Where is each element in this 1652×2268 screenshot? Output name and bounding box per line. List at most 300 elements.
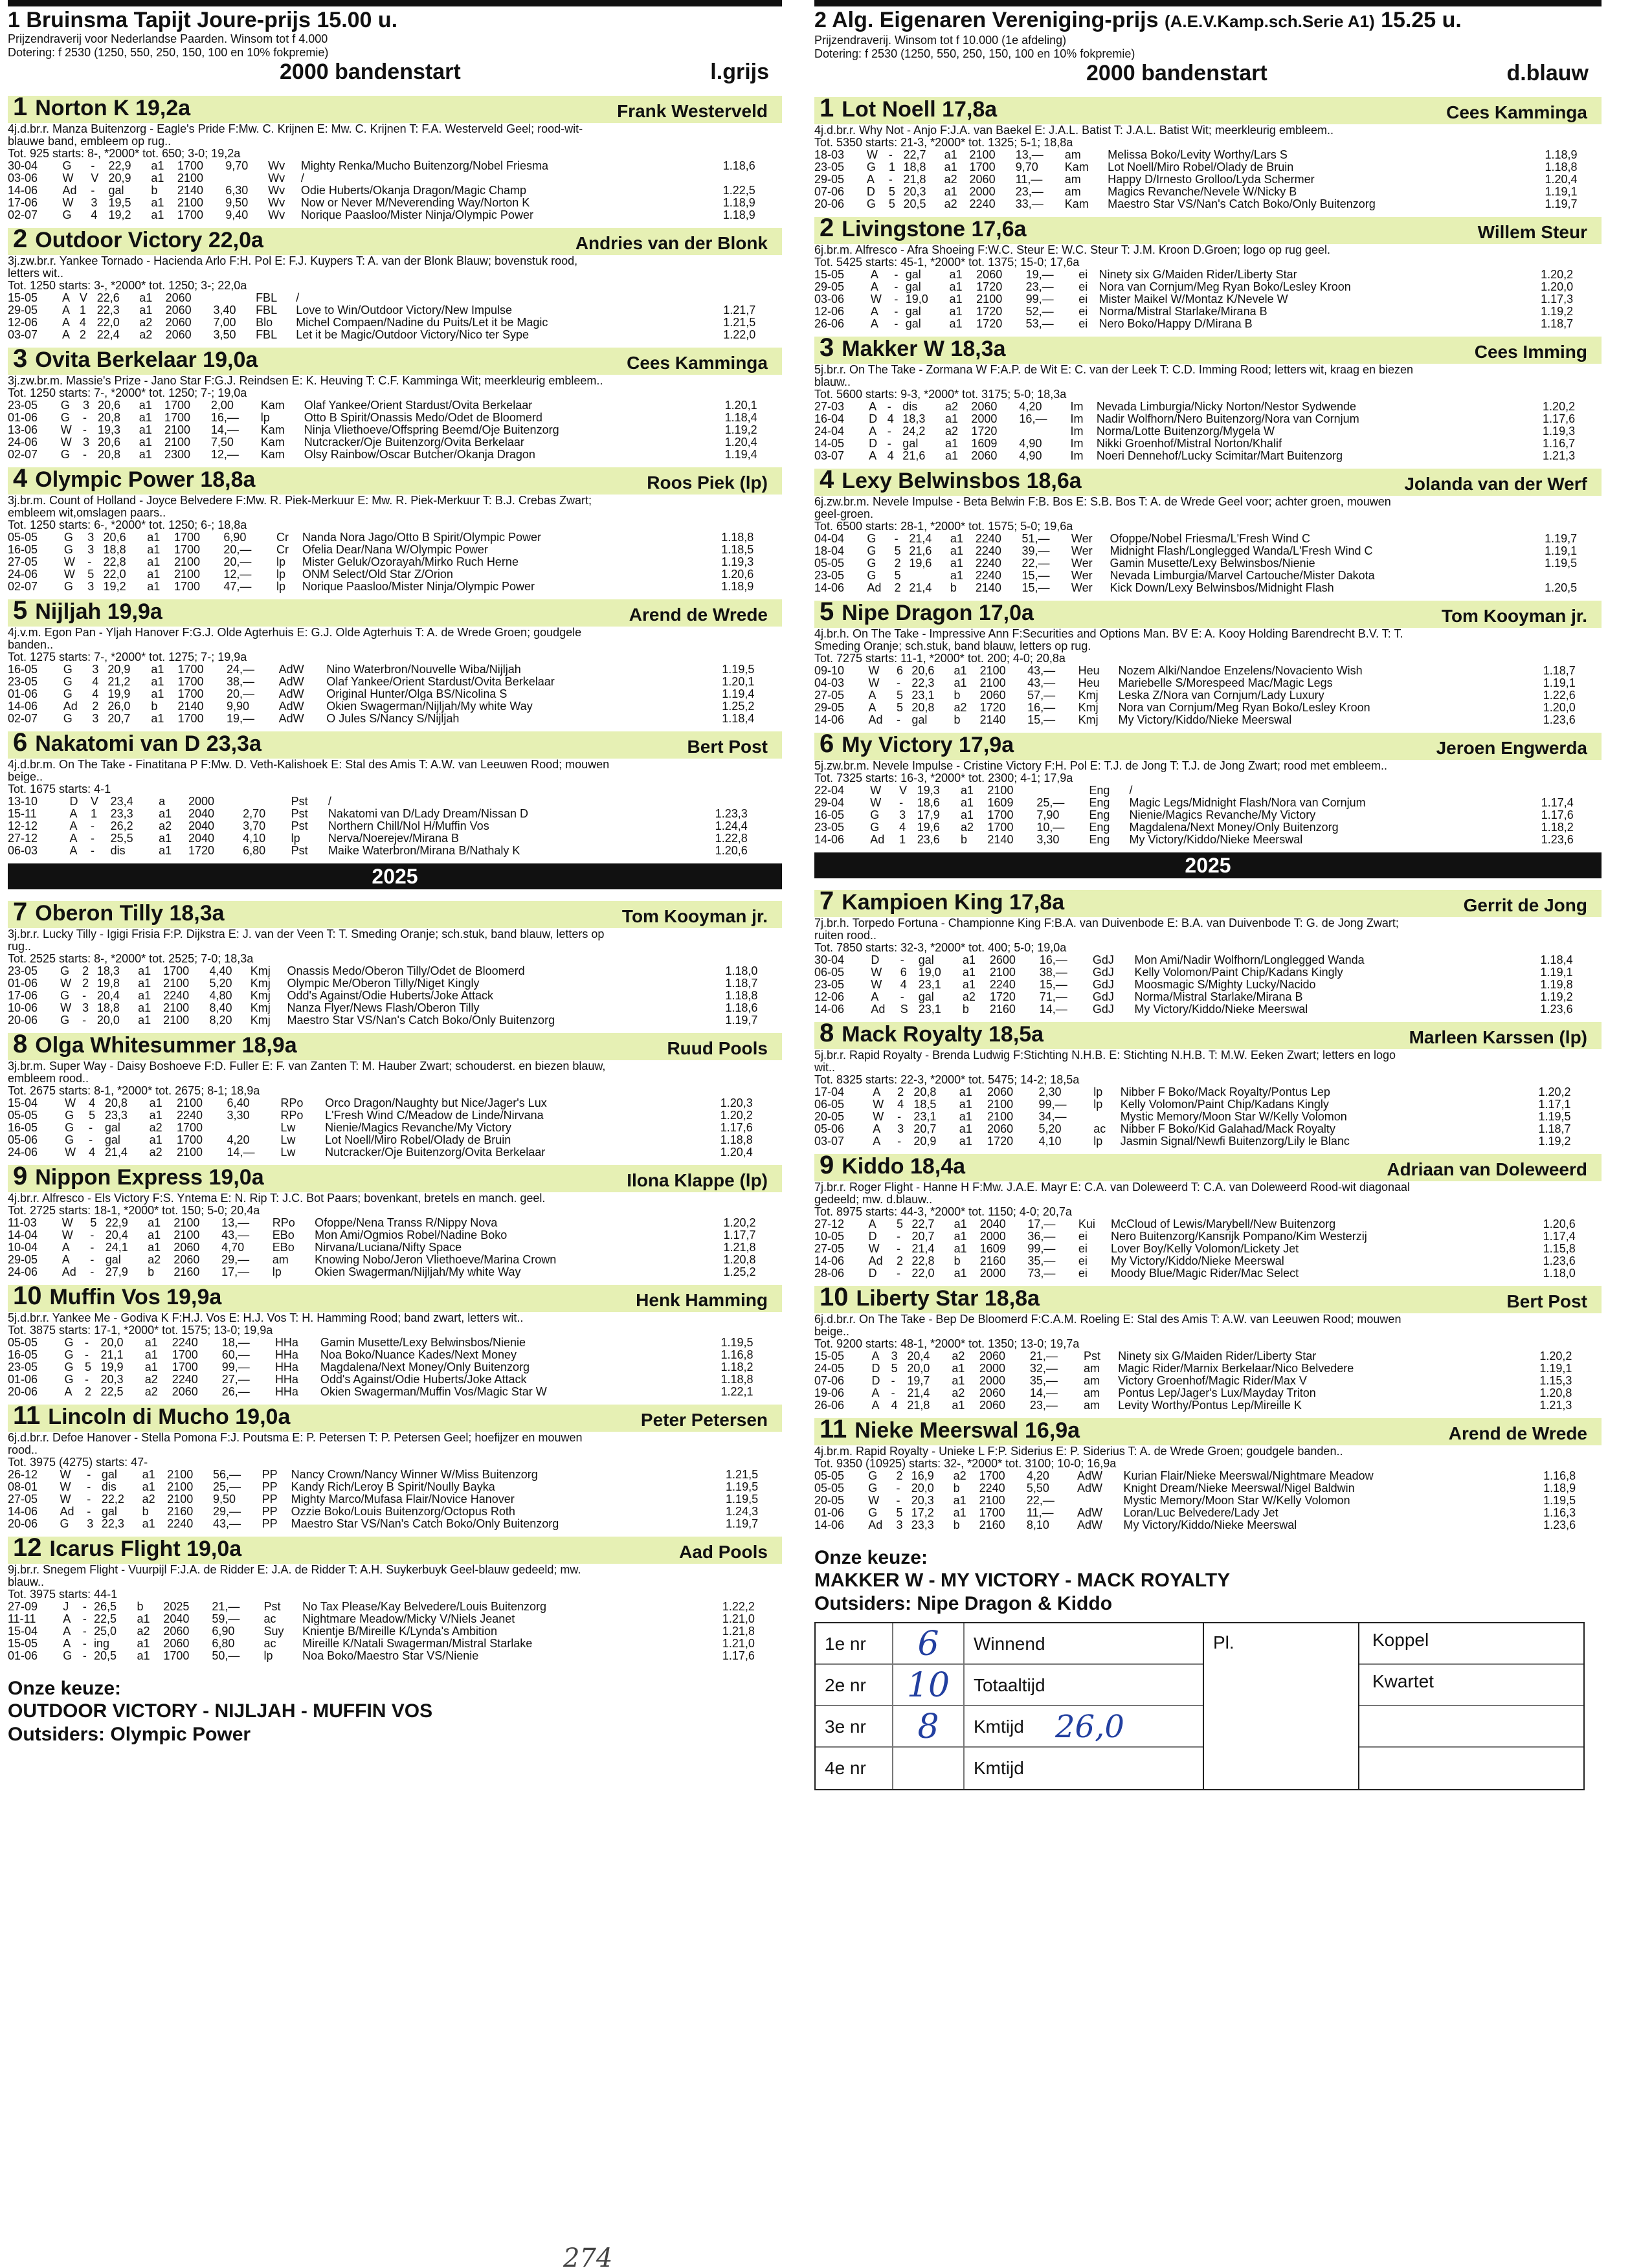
form-cell: Ad — [867, 581, 882, 594]
form-cell: 1720 — [188, 844, 215, 857]
horse-name: Olympic Power 18,8a — [35, 467, 256, 492]
form-cell: Norma/Mistral Starlake/Mirana B — [1099, 305, 1267, 318]
form-cell: 5 — [896, 1506, 903, 1519]
handwritten-number: 8 — [893, 1706, 965, 1746]
form-cell: ac — [263, 1612, 276, 1625]
form-cell: - — [91, 159, 95, 172]
form-cell: 16-05 — [814, 808, 845, 821]
form-row — [8, 317, 782, 329]
form-cell: PP — [262, 1517, 278, 1530]
horse-pedigree: 3j.br.r. Lucky Tilly - Igigi Frisia F:P. Dijkstra E: J. van der Veen T: T. Smeding Oranje; sch.stuk, band blauw, letters op — [8, 928, 605, 940]
form-table — [814, 1218, 1602, 1280]
form-cell: / — [300, 172, 304, 184]
form-cell: 23,— — [1029, 1399, 1058, 1412]
form-cell: 22,8 — [103, 555, 126, 568]
form-cell: 24-05 — [814, 1362, 845, 1375]
form-cell: 2100 — [176, 1146, 203, 1159]
form-cell: b — [961, 833, 968, 846]
form-row — [814, 689, 1602, 702]
form-cell: 19,8 — [96, 977, 120, 990]
form-cell: D — [871, 1374, 880, 1387]
horse-pedigree: Tot. 6500 starts: 28-1, *2000* tot. 1575; 5-0; 19,6a — [814, 520, 1073, 533]
form-cell: G — [868, 1469, 878, 1482]
form-cell: 22,5 — [100, 1385, 124, 1398]
form-cell: a1 — [962, 953, 976, 966]
form-cell: 1700 — [172, 1361, 198, 1373]
form-cell: 2240 — [975, 569, 1001, 582]
form-cell: Wer — [1071, 581, 1093, 594]
form-cell: Cr — [276, 543, 289, 556]
form-cell: 1.23,3 — [715, 807, 748, 820]
form-cell: Ofoppe/Nobel Friesma/L'Fresh Wind C — [1110, 532, 1311, 545]
form-cell: Now or Never M/Neverending Way/Norton K — [300, 196, 530, 209]
form-cell: 29-05 — [8, 304, 38, 317]
handwritten-time: 26,0 — [1055, 1709, 1124, 1745]
form-cell: 4 — [900, 978, 907, 991]
form-cell: gal — [918, 990, 934, 1003]
form-cell: G — [60, 411, 70, 424]
form-cell: 1.19,7 — [726, 1517, 759, 1530]
form-cell: 05-06 — [8, 1133, 38, 1146]
form-cell: - — [82, 1600, 87, 1613]
horse-title — [820, 465, 1082, 495]
form-cell: a1 — [962, 966, 976, 979]
form-cell: 1.18,5 — [721, 543, 754, 556]
form-row — [8, 795, 782, 808]
form-cell: 2040 — [163, 1612, 190, 1625]
form-cell: 5 — [894, 569, 901, 582]
form-cell: a1 — [151, 172, 164, 184]
horse-header — [8, 344, 782, 375]
form-cell: Kmj — [250, 1014, 271, 1027]
form-cell: 2100 — [177, 172, 203, 184]
form-cell: 17-06 — [8, 196, 38, 209]
form-row — [814, 450, 1602, 462]
form-cell: 1.20,0 — [1541, 280, 1574, 293]
form-cell: Kam — [260, 399, 285, 412]
form-cell: 1700 — [987, 821, 1014, 834]
form-cell: 26-06 — [814, 317, 845, 330]
form-cell: 2100 — [987, 1098, 1014, 1111]
form-cell: Kick Down/Lexy Belwinsbos/Midnight Flash — [1110, 581, 1334, 594]
form-cell: V — [91, 172, 99, 184]
form-row — [814, 306, 1602, 318]
form-cell: 1609 — [987, 796, 1014, 809]
horse-pedigree: Tot. 5600 starts: 9-3, *2000* tot. 3175; 5-0; 18,3a — [814, 388, 1067, 401]
form-cell: lp — [276, 555, 285, 568]
form-cell: 22,2 — [101, 1493, 124, 1506]
form-cell: Lw — [280, 1146, 296, 1159]
form-cell: a1 — [149, 1096, 162, 1109]
horse-entry — [8, 93, 782, 221]
form-cell: 05-05 — [814, 1482, 845, 1495]
form-cell: 2240 — [975, 532, 1001, 545]
form-cell: D — [69, 795, 78, 808]
form-row — [8, 1601, 782, 1613]
horse-pedigree: 4j.d.br.r. Why Not - Anjo F:J.A. van Baekel E: J.A.L. Batist T: J.A.L. Batist Wit; meerkleurig embleem.. — [814, 124, 1334, 137]
form-cell: 1.22,0 — [723, 328, 756, 341]
position-label: 1e nr — [816, 1623, 893, 1663]
form-cell: / — [328, 795, 331, 808]
form-cell: 24,2 — [902, 425, 926, 438]
form-cell: 20,5 — [903, 197, 926, 210]
form-cell: 5 — [888, 185, 895, 198]
form-cell: Nero Buitenzorg/Kansrijk Pompano/Kim Westerzij — [1110, 1230, 1367, 1243]
form-cell: a1 — [139, 423, 152, 436]
form-cell: 19,— — [226, 712, 254, 725]
form-cell: 1.19,1 — [1540, 966, 1573, 979]
form-cell: 4 — [92, 675, 99, 688]
form-cell: a1 — [139, 304, 153, 317]
form-cell: a2 — [952, 1386, 965, 1399]
form-cell: Ad — [63, 700, 78, 713]
horse-pedigree: Tot. 1250 starts: 7-, *2000* tot. 1250; 7-; 19,0a — [8, 386, 247, 399]
form-cell: 20,6 — [103, 531, 126, 544]
form-row — [814, 1375, 1602, 1387]
horse-pedigree: letters wit.. — [8, 267, 64, 280]
form-cell: a1 — [147, 568, 161, 581]
form-cell: AdW — [1077, 1506, 1102, 1519]
form-cell: 9,70 — [1015, 161, 1038, 173]
form-cell — [723, 292, 782, 304]
bet-types — [1359, 1623, 1583, 1789]
form-cell: Ad — [62, 184, 77, 197]
form-row — [8, 1014, 782, 1027]
horse-number: 4 — [820, 465, 834, 494]
form-cell: Kam — [1064, 197, 1089, 210]
form-cell: 3 — [82, 1001, 89, 1014]
form-cell: Nienie/Magics Revanche/My Victory — [325, 1121, 511, 1134]
form-cell: 3,40 — [213, 304, 236, 317]
form-cell: 03-06 — [814, 293, 845, 306]
form-row — [814, 269, 1602, 281]
form-cell: - — [90, 1228, 95, 1241]
form-cell: Onassis Medo/Oberon Tilly/Odet de Bloomerd — [287, 964, 525, 977]
form-cell: 2100 — [173, 555, 201, 568]
horse-title — [820, 887, 1064, 916]
form-cell: 1.19,5 — [726, 1480, 759, 1493]
form-row — [814, 1123, 1602, 1135]
form-cell: 1720 — [976, 305, 1003, 318]
form-cell: a1 — [139, 448, 152, 461]
form-cell: 21,1 — [100, 1348, 124, 1361]
horse-pedigree: 5j.d.br.r. Yankee Me - Godiva K F:H.J. Vos E: H.J. Vos T: H. Hamming Rood; band zwart, letters wit.. — [8, 1311, 524, 1324]
form-cell: 1700 — [177, 712, 204, 725]
form-cell: D — [871, 1362, 880, 1375]
form-cell: 2040 — [188, 807, 215, 820]
form-cell: Northern Chill/Nol H/Muffin Vos — [328, 819, 489, 832]
form-cell: 01-06 — [8, 687, 38, 700]
form-cell: 1.19,5 — [722, 663, 755, 676]
race-distance: 2000 bandenstart — [280, 60, 461, 84]
horse-title — [13, 898, 225, 927]
form-cell: 07-06 — [814, 185, 845, 198]
form-cell: Loran/Luc Belvedere/Lady Jet — [1123, 1506, 1278, 1519]
form-cell: HHa — [274, 1348, 298, 1361]
form-cell: am — [1084, 1374, 1100, 1387]
form-cell: 1.18,7 — [1538, 1122, 1571, 1135]
form-cell: W — [871, 978, 882, 991]
form-cell: 51,— — [1021, 532, 1050, 545]
form-cell: a1 — [139, 291, 153, 304]
form-cell: 1720 — [976, 280, 1003, 293]
form-cell — [1077, 1495, 1124, 1507]
horse-entry — [8, 344, 782, 461]
form-cell: b — [151, 700, 158, 713]
form-cell: 2100 — [167, 1480, 194, 1493]
form-cell: G — [62, 208, 72, 221]
form-cell: Mighty Marco/Mufasa Flair/Novice Hanover — [291, 1493, 515, 1506]
form-cell: PP — [262, 1480, 278, 1493]
form-cell: a1 — [137, 1612, 150, 1625]
form-cell: 27-09 — [8, 1600, 38, 1613]
form-row — [814, 1399, 1602, 1412]
form-cell: W — [868, 1242, 880, 1255]
result-label: Totaaltijd — [974, 1675, 1045, 1695]
form-cell: A — [63, 1625, 71, 1638]
form-cell: 23-05 — [8, 964, 38, 977]
form-cell: 2100 — [176, 1096, 203, 1109]
form-table — [814, 269, 1602, 330]
form-cell — [214, 292, 256, 304]
form-cell: - — [897, 1135, 902, 1148]
form-cell: b — [954, 689, 961, 702]
form-cell: 19,7 — [907, 1374, 930, 1387]
form-cell: 1.20,2 — [1541, 268, 1574, 281]
form-cell: 18,5 — [913, 1098, 937, 1111]
horse-header — [814, 1019, 1602, 1049]
form-cell: A — [870, 305, 878, 318]
form-row — [8, 581, 782, 593]
form-cell: a2 — [137, 1625, 150, 1638]
form-row — [8, 1109, 782, 1122]
form-cell: 26,5 — [93, 1600, 117, 1613]
jockey-name: Marleen Karssen (lp) — [1409, 1027, 1587, 1047]
form-cell: 15-04 — [8, 1625, 38, 1638]
form-cell: gal — [101, 1505, 117, 1518]
form-cell: 43,— — [1027, 664, 1056, 677]
form-cell: 1.21,7 — [723, 304, 756, 317]
horse-title — [13, 596, 162, 625]
form-cell: Okien Swagerman/Nijljah/My white Way — [326, 700, 533, 713]
form-cell: 1.19,2 — [724, 423, 757, 436]
form-cell: 2040 — [188, 819, 215, 832]
form-cell: 29-05 — [814, 701, 845, 714]
horse-name: My Victory 17,9a — [842, 733, 1014, 757]
form-cell: My Victory/Kiddo/Nieke Meerswal — [1129, 833, 1303, 846]
horse-header — [8, 1030, 782, 1060]
form-cell: A — [61, 1253, 70, 1266]
form-cell: am — [1064, 173, 1081, 186]
form-cell: 24-06 — [8, 568, 38, 581]
race-distance: 2000 bandenstart — [1086, 61, 1267, 85]
form-cell: Knight Dream/Nieke Meerswal/Nigel Baldwin — [1123, 1482, 1355, 1495]
horse-pedigree: 6j.d.br.r. On The Take - Bep De Bloomerd F:C.A.M. Roeling E: Stal des Amis T: A.W. van Leeuwen Rood; mouwen — [814, 1313, 1401, 1326]
form-cell: 27-05 — [8, 1493, 38, 1506]
form-cell: a1 — [944, 185, 957, 198]
form-cell: 20,4 — [105, 1228, 128, 1241]
form-cell: 1.19,5 — [726, 1493, 759, 1506]
form-cell: Kmj — [1078, 701, 1099, 714]
jockey-name: Jolanda van der Werf — [1404, 474, 1587, 494]
form-cell: 1.21,8 — [722, 1625, 755, 1638]
form-cell: 2140 — [975, 581, 1001, 594]
horse-header — [8, 464, 782, 495]
form-cell: 20-06 — [8, 1517, 38, 1530]
form-cell: Nora van Cornjum/Meg Ryan Boko/Lesley Kroon — [1118, 701, 1370, 714]
form-cell: - — [897, 1267, 901, 1280]
form-cell: 33,— — [1015, 197, 1044, 210]
form-cell: 01-06 — [8, 1649, 38, 1662]
form-cell: 1.18,8 — [721, 531, 754, 544]
form-cell: 26-12 — [8, 1468, 38, 1481]
form-row — [814, 809, 1602, 821]
form-cell: 3 — [896, 1518, 903, 1531]
form-cell: 01-06 — [814, 1506, 845, 1519]
form-row — [814, 281, 1602, 293]
form-cell: 05-05 — [814, 557, 845, 570]
form-row — [814, 1507, 1602, 1519]
form-cell: 20,6 — [911, 664, 935, 677]
form-table — [814, 1470, 1602, 1531]
form-cell: a1 — [954, 1267, 967, 1280]
form-cell — [1019, 425, 1070, 438]
form-row — [8, 1469, 782, 1481]
form-cell: a2 — [962, 990, 976, 1003]
form-row — [8, 1386, 782, 1398]
form-cell: - — [83, 448, 87, 461]
form-cell: 15,— — [1021, 569, 1050, 582]
result-field — [965, 1706, 1203, 1746]
form-row — [814, 570, 1602, 582]
form-cell: 24-06 — [8, 1265, 38, 1278]
form-cell: 20,8 — [911, 701, 935, 714]
form-cell: 1720 — [971, 425, 998, 438]
form-cell: Melissa Boko/Levity Worthy/Lars S — [1108, 148, 1288, 161]
form-cell: 16-05 — [8, 663, 38, 676]
form-cell: 1.20,8 — [723, 1253, 756, 1266]
form-cell: 6 — [900, 966, 907, 979]
form-cell: - — [887, 400, 891, 413]
form-cell: 20,— — [223, 555, 252, 568]
form-cell — [909, 570, 950, 582]
form-cell: - — [82, 1612, 87, 1625]
form-cell: Kam — [260, 448, 285, 461]
form-cell: 2060 — [163, 1625, 190, 1638]
form-cell: 1.20,1 — [724, 399, 757, 412]
form-row — [814, 173, 1602, 186]
form-cell: 14-06 — [814, 833, 845, 846]
form-cell: b — [954, 1254, 961, 1267]
form-cell: 22,9 — [108, 159, 131, 172]
form-cell: a1 — [959, 1135, 972, 1148]
form-cell: 1700 — [164, 399, 191, 412]
form-row — [814, 425, 1602, 438]
form-cell: G — [65, 1121, 74, 1134]
form-cell: 1700 — [163, 964, 190, 977]
form-cell: 1.21,8 — [723, 1241, 756, 1254]
form-cell: 19,— — [1025, 268, 1054, 281]
form-cell: No Tax Please/Kay Belvedere/Louis Buitenzorg — [302, 1600, 547, 1613]
horse-pedigree: Tot. 3975 (4275) starts: 47- — [8, 1456, 148, 1469]
form-cell: 1.18,8 — [720, 1373, 753, 1386]
form-cell: 18-04 — [814, 544, 845, 557]
form-cell: a1 — [952, 1362, 965, 1375]
form-cell: 4 — [92, 687, 99, 700]
form-cell: lp — [276, 580, 285, 593]
jockey-name: Peter Petersen — [640, 1410, 768, 1430]
form-cell: a1 — [944, 437, 958, 450]
form-cell: HHa — [274, 1373, 298, 1386]
form-cell: 27-05 — [8, 555, 38, 568]
form-cell: 5,20 — [209, 977, 232, 990]
form-cell: Mighty Renka/Mucho Buitenzorg/Nobel Friesma — [300, 159, 548, 172]
form-cell: 25,0 — [93, 1625, 117, 1638]
form-cell: 6,90 — [223, 531, 247, 544]
form-cell: Levity Worthy/Pontus Lep/Mireille K — [1118, 1399, 1302, 1412]
form-cell: W — [60, 423, 72, 436]
form-cell: gal — [911, 713, 928, 726]
form-cell: 2 — [894, 557, 901, 570]
form-cell: 2240 — [167, 1517, 194, 1530]
form-cell: Nevada Limburgia/Nicky Norton/Nestor Sydwende — [1096, 400, 1357, 413]
form-cell: Eng — [1089, 784, 1110, 797]
form-row — [8, 663, 782, 676]
form-cell: 15,— — [1039, 978, 1067, 991]
form-cell: EBo — [272, 1228, 295, 1241]
form-cell: 2160 — [979, 1254, 1006, 1267]
form-cell: 1.20,1 — [722, 675, 755, 688]
form-cell: a1 — [959, 1122, 972, 1135]
form-cell: 2100 — [987, 784, 1014, 797]
form-cell: 1 — [888, 161, 895, 173]
form-cell — [1036, 784, 1089, 797]
form-cell: G — [870, 808, 880, 821]
form-row — [814, 1350, 1602, 1362]
form-cell: 99,— — [1027, 1242, 1056, 1255]
form-cell: Mon Ami/Ogmios Robel/Nadine Boko — [315, 1228, 508, 1241]
form-cell: G — [60, 448, 70, 461]
form-cell: 19,9 — [107, 687, 131, 700]
form-cell: - — [897, 1230, 901, 1243]
form-cell: 2100 — [163, 1001, 190, 1014]
horse-pedigree: Smeding Oranje; sch.stuk, band blauw, letters op rug. — [814, 639, 1091, 652]
form-cell: 15-04 — [8, 1096, 38, 1109]
form-cell: 1.25,2 — [722, 700, 755, 713]
form-cell: 22,0 — [96, 316, 120, 329]
form-cell: ei — [1078, 1230, 1088, 1243]
form-cell: 16,— — [1019, 412, 1047, 425]
form-cell: 20,9 — [107, 663, 131, 676]
form-cell: 4,80 — [209, 989, 232, 1002]
form-cell: Eng — [1089, 821, 1110, 834]
form-cell: 2,30 — [1038, 1085, 1062, 1098]
form-cell: Kelly Volomon/Paint Chip/Kadans Kingly — [1120, 1098, 1329, 1111]
form-cell: 2060 — [165, 316, 192, 329]
form-table — [8, 531, 782, 593]
form-row — [8, 424, 782, 436]
our-choice — [814, 1547, 1602, 1616]
jockey-name: Ilona Klappe (lp) — [627, 1170, 768, 1190]
form-cell: 2060 — [163, 1637, 190, 1650]
form-cell: Nancy Crown/Nancy Winner W/Miss Buitenzorg — [291, 1468, 538, 1481]
horse-name: Nijljah 19,9a — [35, 599, 162, 624]
form-cell: W — [870, 796, 882, 809]
form-cell: Ad — [871, 1003, 886, 1016]
form-cell: 23,4 — [110, 795, 133, 808]
horse-number: 5 — [13, 596, 28, 625]
form-cell: ei — [1078, 1267, 1088, 1280]
